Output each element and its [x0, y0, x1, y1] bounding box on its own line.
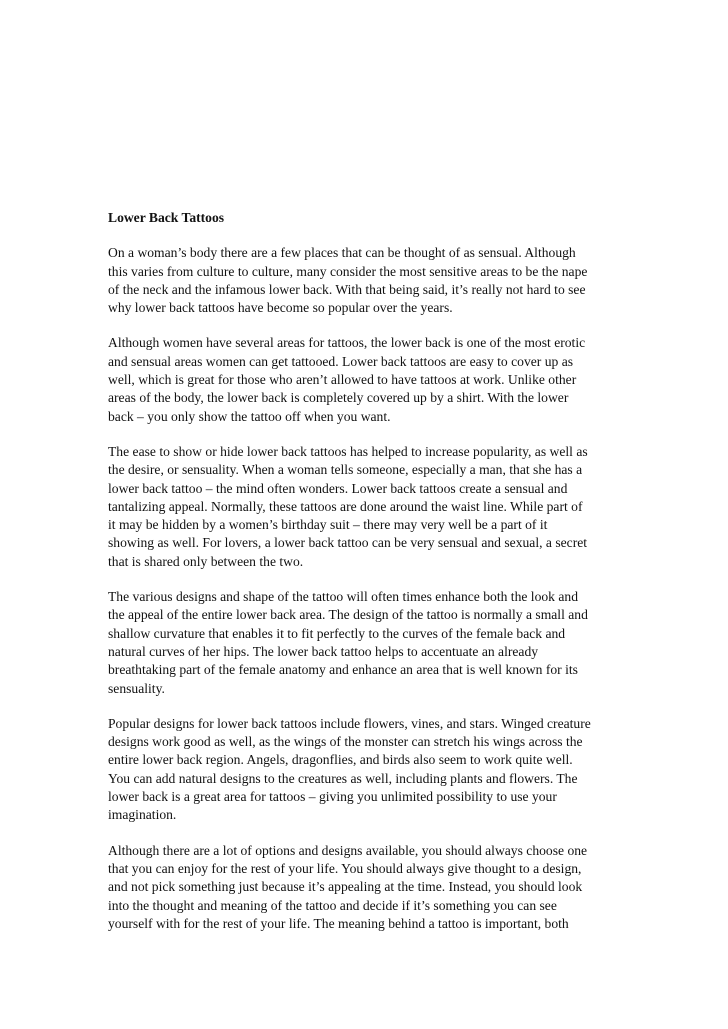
paragraph-2: [108, 334, 628, 425]
text-line: The various designs and shape of the tattoo will often times enhance both the look and: [108, 589, 578, 605]
text-line: that you can enjoy for the rest of your life. You should always give thought to a design,: [108, 860, 582, 876]
text-line: yourself with for the rest of your life. The meaning behind a tattoo is important, both: [108, 915, 569, 931]
text-line: of the neck and the infamous lower back. With that being said, it’s really not hard to see: [108, 281, 586, 297]
text-line: natural curves of her hips. The lower back tattoo helps to accentuate an already: [108, 643, 539, 659]
text-line: designs work good as well, as the wings of the monster can stretch his wings across the: [108, 734, 583, 750]
text-line: why lower back tattoos have become so popular over the years.: [108, 300, 453, 316]
text-line: and not pick something just because it’s appealing at the time. Instead, you should look: [108, 879, 583, 895]
paragraph-6: [108, 842, 628, 933]
text-line: this varies from culture to culture, many consider the most sensitive areas to be the nape: [108, 263, 588, 279]
paragraph-1: [108, 244, 628, 317]
text-line: lower back is a great area for tattoos – giving you unlimited possibility to use your: [108, 789, 557, 805]
text-line: The ease to show or hide lower back tattoos has helped to increase popularity, as well as: [108, 443, 588, 459]
text-line: areas of the body, the lower back is completely covered up by a shirt. With the lower: [108, 390, 569, 406]
text-line: well, which is great for those who aren’t allowed to have tattoos at work. Unlike other: [108, 372, 577, 388]
text-line: entire lower back region. Angels, dragonflies, and birds also seem to work quite well.: [108, 752, 573, 768]
text-line: shallow curvature that enables it to fit perfectly to the curves of the female back and: [108, 625, 566, 641]
text-line: Although women have several areas for tattoos, the lower back is one of the most erotic: [108, 335, 586, 351]
paragraph-3: [108, 443, 628, 571]
text-line: imagination.: [108, 807, 177, 823]
text-line: On a woman’s body there are a few places that can be thought of as sensual. Although: [108, 245, 576, 261]
text-line: into the thought and meaning of the tattoo and decide if it’s something you can see: [108, 897, 557, 913]
document-body: [108, 209, 628, 950]
paragraph-4: [108, 588, 628, 698]
text-line: that is shared only between the two.: [108, 553, 304, 569]
text-line: breathtaking part of the female anatomy and enhance an area that is well known for its: [108, 662, 578, 678]
text-line: it may be hidden by a women’s birthday suit – there may very well be a part of it: [108, 517, 548, 533]
text-line: sensuality.: [108, 680, 165, 696]
paragraph-5: [108, 715, 628, 825]
text-line: back – you only show the tattoo off when you want.: [108, 408, 391, 424]
text-line: the desire, or sensuality. When a woman tells someone, especially a man, that she has a: [108, 462, 583, 478]
text-line: showing as well. For lovers, a lower back tattoo can be very sensual and sexual, a secret: [108, 535, 588, 551]
text-line: tantalizing appeal. Normally, these tattoos are done around the waist line. While part of: [108, 498, 583, 514]
text-line: Popular designs for lower back tattoos include flowers, vines, and stars. Winged creature: [108, 715, 591, 731]
document-title: Lower Back Tattoos: [108, 210, 225, 225]
text-line: You can add natural designs to the creatures as well, including plants and flowers. The: [108, 770, 578, 786]
text-line: Although there are a lot of options and designs available, you should always choose one: [108, 842, 588, 858]
text-line: and sensual areas women can get tattooed. Lower back tattoos are easy to cover up as: [108, 353, 574, 369]
text-line: the appeal of the entire lower back area. The design of the tattoo is normally a small and: [108, 607, 588, 623]
text-line: lower back tattoo – the mind often wonders. Lower back tattoos create a sensual and: [108, 480, 568, 496]
